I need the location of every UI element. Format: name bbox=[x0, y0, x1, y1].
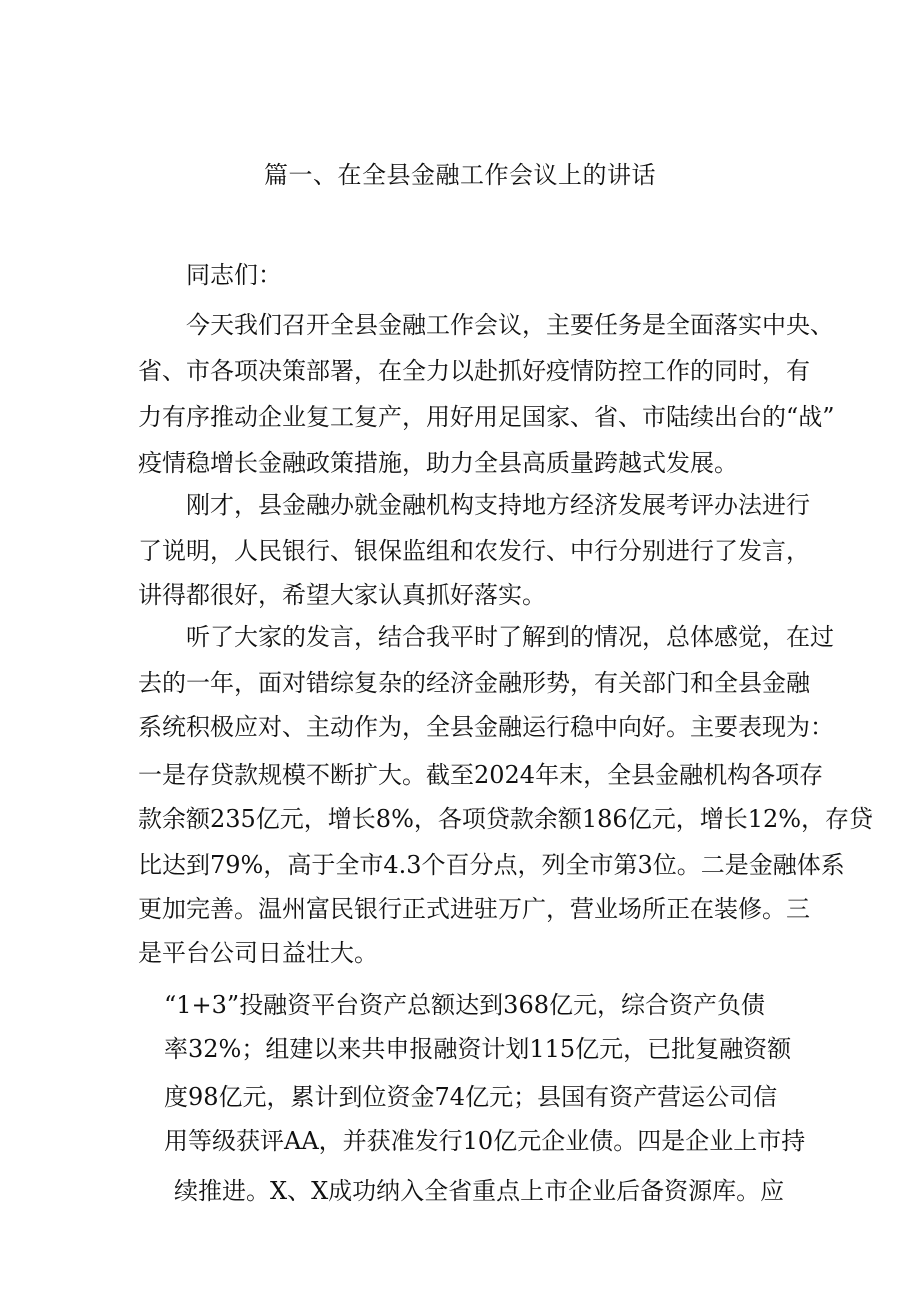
paragraph-3-line-7: 更加完善。温州富民银行正式进驻万广，营业场所正在装修。三 bbox=[138, 895, 810, 923]
paragraph-3-line-3: 系统积极应对、主动作为，全县金融运行稳中向好。主要表现为： bbox=[138, 713, 834, 741]
document-title: 篇一、在全县金融工作会议上的讲话 bbox=[264, 161, 656, 189]
paragraph-1-line-3: 力有序推动企业复工复产，用好用足国家、省、市陆续出台的“战” bbox=[138, 403, 835, 431]
paragraph-3-line-2: 去的一年，面对错综复杂的经济金融形势，有关部门和全县金融 bbox=[138, 669, 810, 697]
paragraph-3-line-5: 款余额235亿元，增长8%，各项贷款余额186亿元，增长12%，存贷 bbox=[138, 805, 874, 833]
paragraph-2-line-3: 讲得都很好，希望大家认真抓好落实。 bbox=[138, 581, 546, 609]
paragraph-3-line-6: 比达到79%，高于全市4.3个百分点，列全市第3位。二是金融体系 bbox=[138, 851, 845, 879]
paragraph-1-line-2: 省、市各项决策部署，在全力以赴抓好疫情防控工作的同时，有 bbox=[138, 357, 810, 385]
paragraph-3-line-4: 一是存贷款规模不断扩大。截至2024年末，全县金融机构各项存 bbox=[138, 761, 824, 789]
paragraph-4-line-1: “1+3”投融资平台资产总额达到368亿元，综合资产负债 bbox=[164, 991, 765, 1019]
salutation-line: 同志们： bbox=[186, 261, 282, 289]
paragraph-1-line-1: 今天我们召开全县金融工作会议，主要任务是全面落实中央、 bbox=[186, 311, 834, 339]
paragraph-4-line-2: 率32%；组建以来共申报融资计划115亿元，已批复融资额 bbox=[164, 1035, 792, 1063]
paragraph-3-line-8: 是平台公司日益壮大。 bbox=[138, 939, 378, 967]
paragraph-3-line-1: 听了大家的发言，结合我平时了解到的情况，总体感觉，在过 bbox=[186, 623, 834, 651]
paragraph-2-line-1: 刚才，县金融办就金融机构支持地方经济发展考评办法进行 bbox=[186, 491, 810, 519]
paragraph-2-line-2: 了说明，人民银行、银保监组和农发行、中行分别进行了发言， bbox=[138, 537, 810, 565]
paragraph-4-line-5: 续推进。X、X成功纳入全省重点上市企业后备资源库。应 bbox=[174, 1177, 785, 1205]
paragraph-4-line-4: 用等级获评AA，并获准发行10亿元企业债。四是企业上市持 bbox=[164, 1127, 806, 1155]
paragraph-4-line-3: 度98亿元，累计到位资金74亿元；县国有资产营运公司信 bbox=[164, 1083, 778, 1111]
paragraph-1-line-4: 疫情稳增长金融政策措施，助力全县高质量跨越式发展。 bbox=[138, 449, 738, 477]
